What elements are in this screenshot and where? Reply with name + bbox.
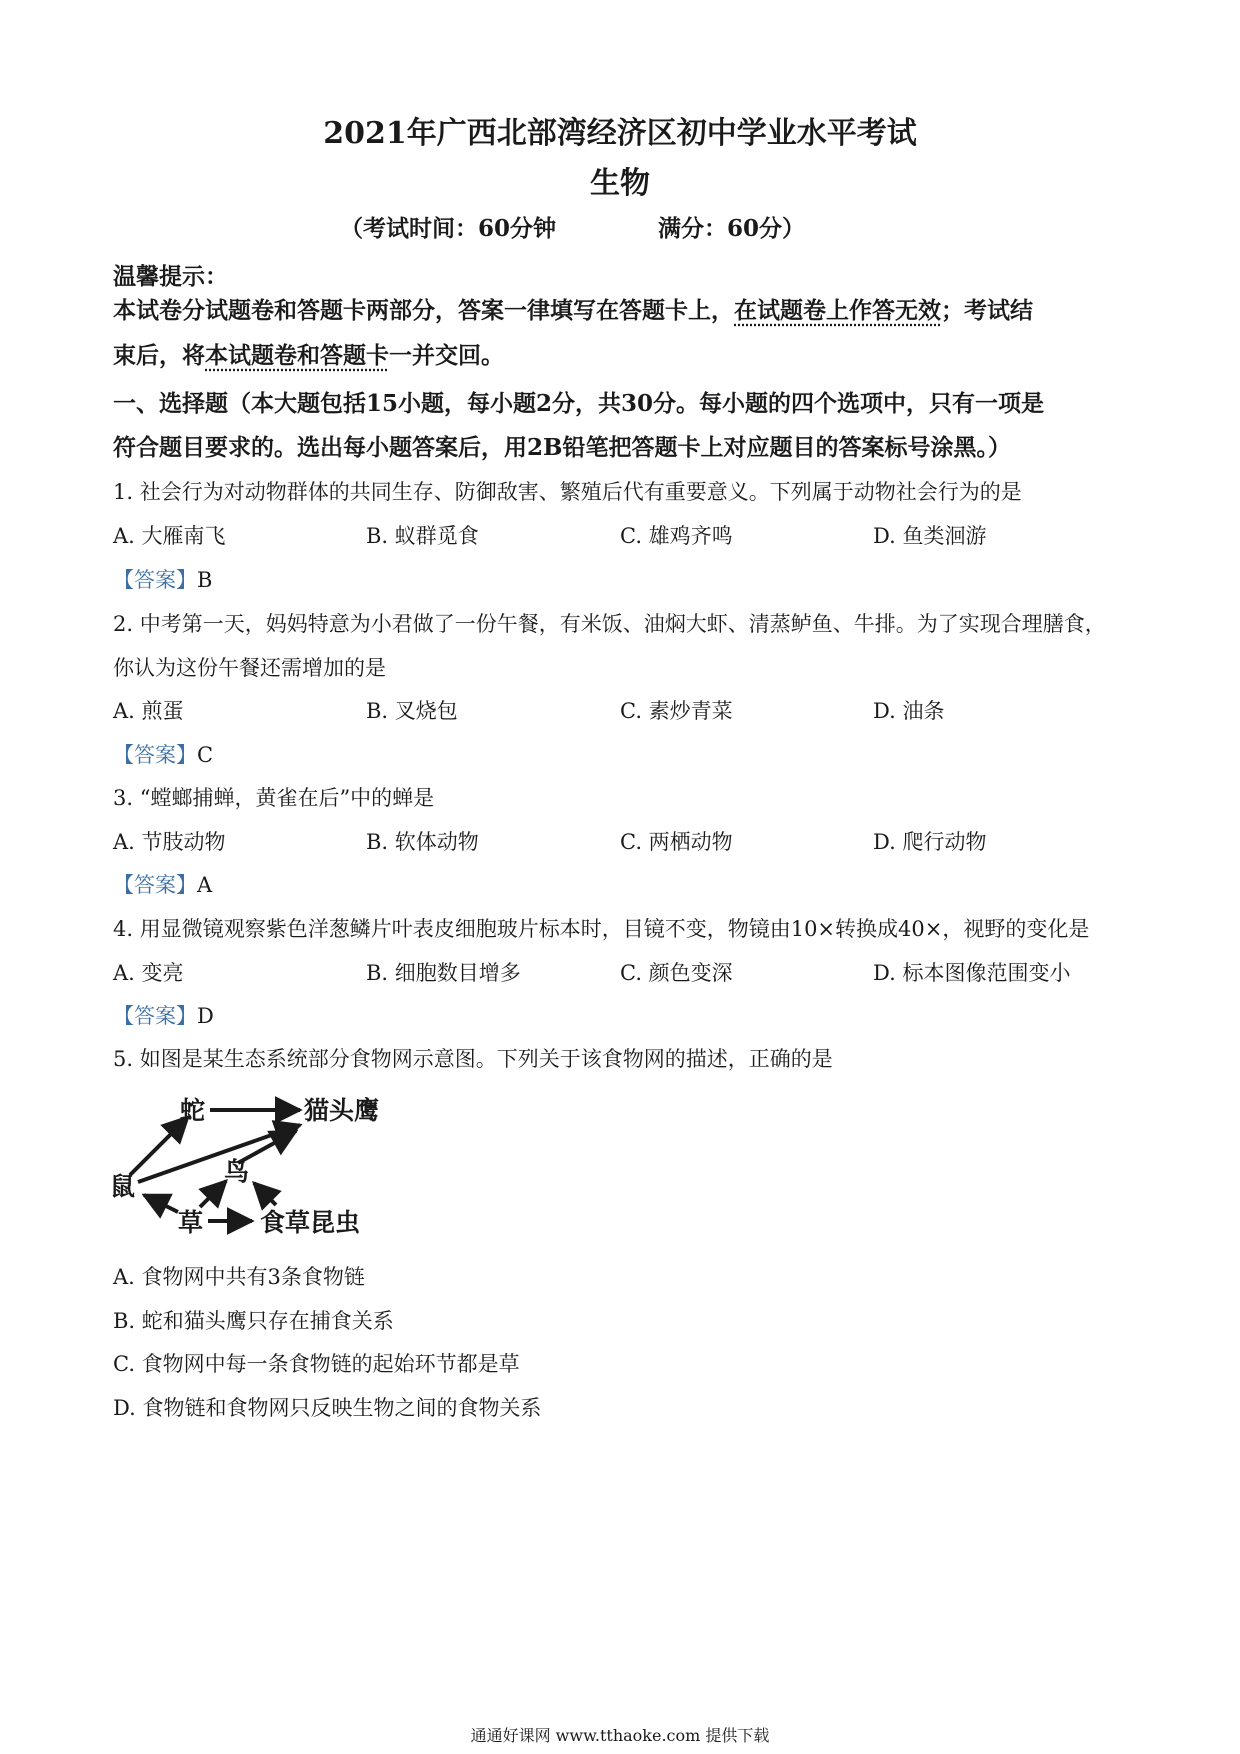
arrow-grass-bird	[200, 1181, 226, 1207]
q2-option-a: A. 煎蛋	[113, 699, 184, 723]
q5-option-b: B. 蛇和猫头鹰只存在捕食关系	[113, 1309, 394, 1333]
q2-option-b: B. 叉烧包	[366, 699, 458, 723]
q4-option-a: A. 变亮	[113, 961, 184, 985]
full-score: 满分：60分）	[658, 215, 806, 242]
q2-option-d: D. 油条	[873, 699, 945, 723]
q1-answer: 【答案】B	[113, 568, 213, 592]
section-heading-line-1: 一、选择题（本大题包括15小题，每小题2分，共30分。每小题的四个选项中，只有一项是	[113, 390, 1045, 417]
q4-answer: 【答案】D	[113, 1004, 214, 1028]
q5-option-a: A. 食物网中共有3条食物链	[113, 1265, 365, 1289]
question-5: 5. 如图是某生态系统部分食物网示意图。下列关于该食物网的描述，正确的是	[113, 1047, 833, 1071]
q1-option-d: D. 鱼类洄游	[873, 524, 987, 548]
food-web-diagram	[100, 1085, 420, 1240]
arrow-grass-mouse	[144, 1195, 178, 1212]
node-bird: 鸟	[224, 1157, 250, 1186]
node-owl: 猫头鹰	[304, 1096, 380, 1125]
q3-option-a: A. 节肢动物	[113, 830, 226, 854]
notice-line-2: 束后，将本试题卷和答题卡一并交回。	[113, 342, 504, 369]
q5-option-d: D. 食物链和食物网只反映生物之间的食物关系	[113, 1396, 542, 1420]
exam-title: 2021年广西北部湾经济区初中学业水平考试	[323, 116, 917, 151]
q4-option-b: B. 细胞数目增多	[366, 961, 521, 985]
section-heading-line-2: 符合题目要求的。选出每小题答案后，用2B铅笔把答题卡上对应题目的答案标号涂黑。）	[113, 434, 1011, 461]
q3-option-b: B. 软体动物	[366, 830, 479, 854]
q5-option-c: C. 食物网中每一条食物链的起始环节都是草	[113, 1352, 520, 1376]
q2-answer: 【答案】C	[113, 743, 214, 767]
notice-line-1: 本试卷分试题卷和答题卡两部分，答案一律填写在答题卡上，在试题卷上作答无效；考试结	[113, 297, 1033, 324]
footer-source: 通通好课网 www.tthaoke.com 提供下载	[470, 1726, 770, 1745]
q4-option-d: D. 标本图像范围变小	[873, 961, 1071, 985]
question-1: 1. 社会行为对动物群体的共同生存、防御敌害、繁殖后代有重要意义。下列属于动物社会行为的是	[113, 480, 1022, 504]
q2-option-c: C. 素炒青菜	[620, 699, 733, 723]
subject-title: 生物	[590, 166, 650, 201]
notice-label: 温馨提示：	[113, 263, 228, 290]
arrow-insect-bird	[254, 1183, 276, 1205]
exam-time: （考试时间：60分钟	[340, 215, 557, 242]
q1-option-b: B. 蚁群觅食	[366, 524, 479, 548]
q1-option-c: C. 雄鸡齐鸣	[620, 524, 733, 548]
node-snake: 蛇	[180, 1096, 206, 1125]
q1-option-a: A. 大雁南飞	[113, 524, 226, 548]
node-insect: 食草昆虫	[260, 1208, 361, 1237]
node-mouse: 鼠	[110, 1172, 136, 1201]
question-2: 2. 中考第一天，妈妈特意为小君做了一份午餐，有米饭、油焖大虾、清蒸鲈鱼、牛排。为了实现合理膳食，	[113, 612, 1106, 636]
arrow-mouse-owl	[138, 1125, 300, 1182]
question-2-cont: 你认为这份午餐还需增加的是	[113, 656, 386, 680]
question-3: 3. “螳螂捕蝉，黄雀在后”中的蝉是	[113, 786, 435, 810]
q3-option-c: C. 两栖动物	[620, 830, 733, 854]
question-4: 4. 用显微镜观察紫色洋葱鳞片叶表皮细胞玻片标本时，目镜不变，物镜由10×转换成40×，视野的变化是	[113, 917, 1090, 941]
q3-answer: 【答案】A	[113, 873, 213, 897]
q3-option-d: D. 爬行动物	[873, 830, 987, 854]
node-grass: 草	[178, 1208, 204, 1237]
q4-option-c: C. 颜色变深	[620, 961, 733, 985]
